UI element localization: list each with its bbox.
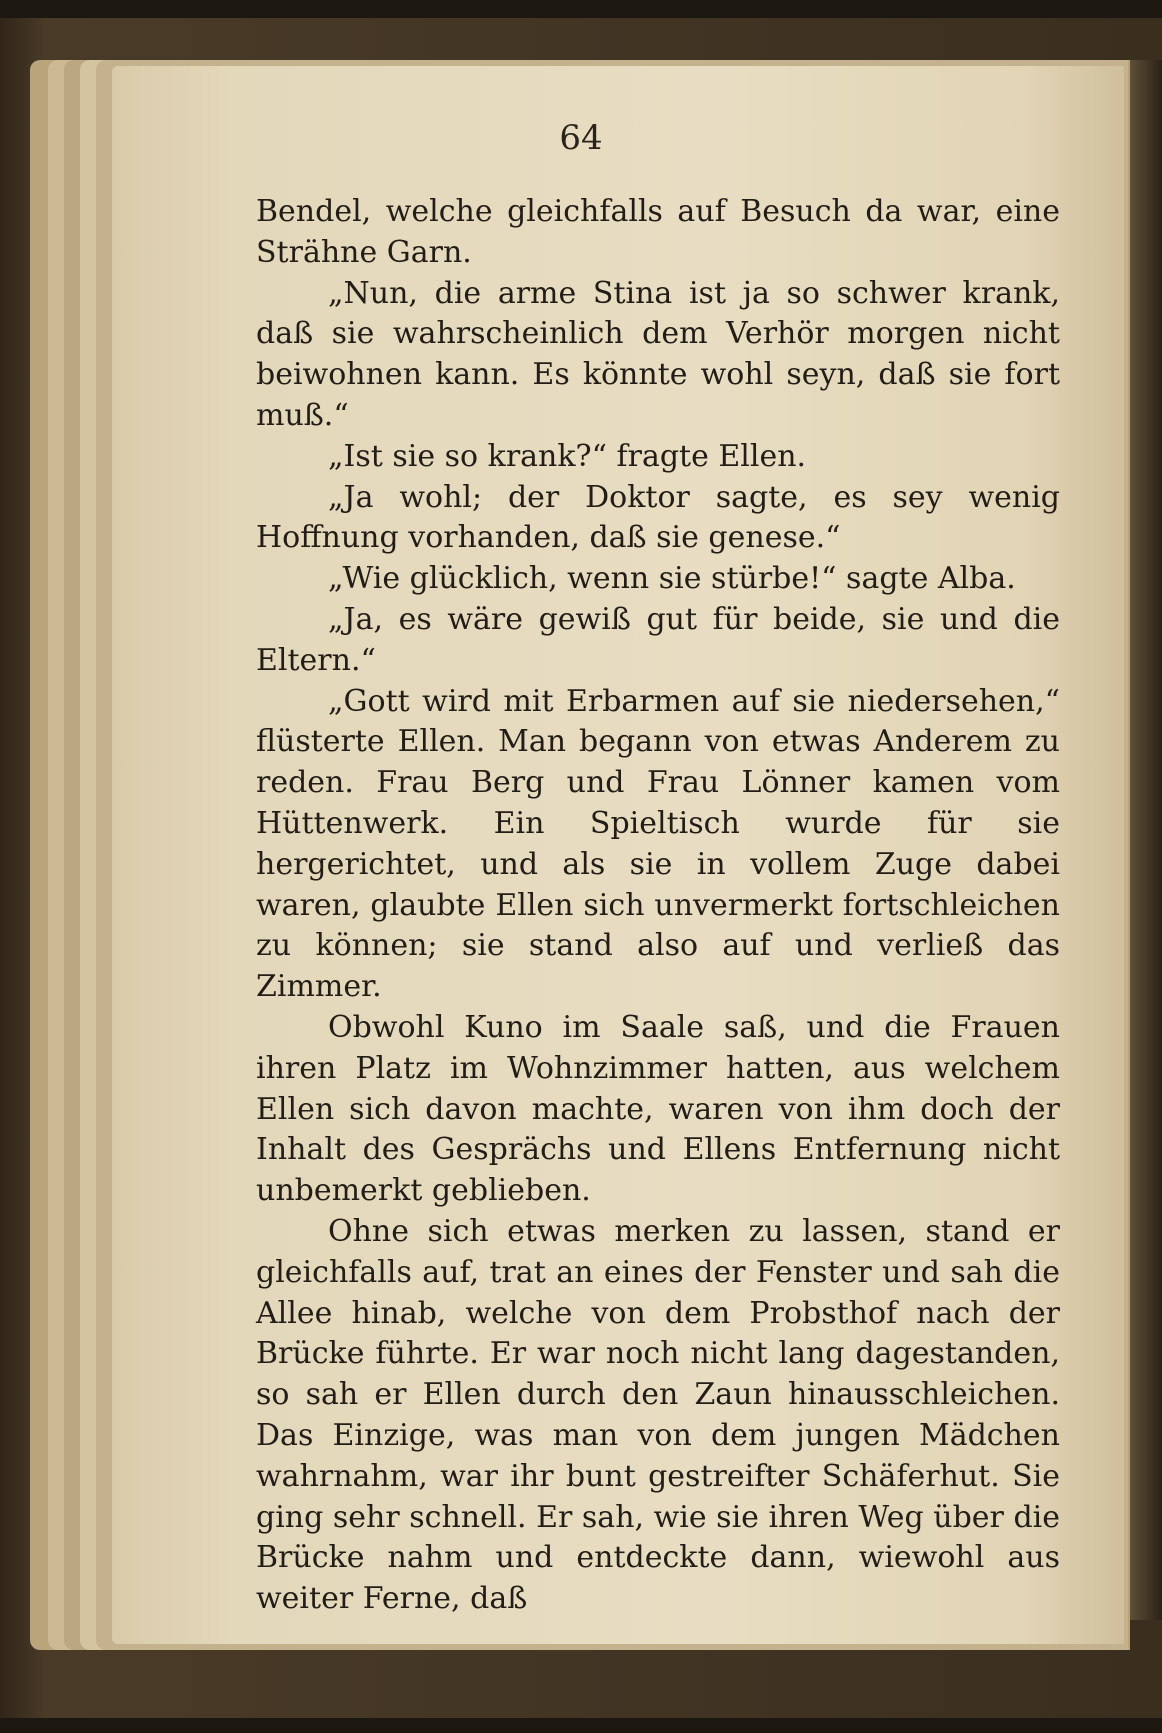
paragraph: „Nun, die arme Stina ist ja so schwer krank, daß sie wahrscheinlich dem Verhör morgen nicht beiwohnen kann. Es könnte wohl seyn, daß sie fort muß.“ [256, 275, 1060, 433]
paragraph: „Ja, es wäre gewiß gut für beide, sie und die Eltern.“ [256, 601, 1060, 678]
paragraph: Bendel, welche gleichfalls auf Besuch da war, eine Strähne Garn. [256, 194, 1060, 270]
paragraph: Obwohl Kuno im Saale saß, und die Frauen ihren Platz im Wohnzimmer hatten, aus welchem Ellen sich davon machte, waren von ihm doch der Inhalt des Gesprächs und Ellens Entfernung nicht unbemerkt geblieben. [256, 1009, 1060, 1209]
paragraph: Ohne sich etwas merken zu lassen, stand er gleichfalls auf, trat an eines der Fenster und sah die Allee hinab, welche von dem Probsthof nach der Brücke führte. Er war noch nicht lang dagestanden, so sah er Ellen durch den Zaun hinausschleichen. Das Einzige, was man von dem jungen Mädchen wahrnahm, war ihr bunt gestreifter Schäferhut. Sie ging sehr schnell. Er sah, wie sie ihren Weg über die Brücke nahm und entdeckte dann, wiewohl aus weiter Ferne, daß [256, 1213, 1060, 1617]
paragraph: „Ist sie so krank?“ fragte Ellen. [328, 438, 807, 474]
page-body [256, 192, 1060, 1620]
paragraph: „Wie glücklich, wenn sie stürbe!“ sagte Alba. [328, 561, 1016, 597]
paragraph: „Gott wird mit Erbarmen auf sie niedersehen,“ flüsterte Ellen. Man begann von etwas Anderem zu reden. Frau Berg und Frau Lönner kamen vom Hüttenwerk. Ein Spieltisch wurde für sie hergerichtet, und als sie in vollem Zuge dabei waren, glaubte Ellen sich unvermerkt fortschleichen zu können; sie stand also auf und verließ das Zimmer. [256, 683, 1060, 1005]
page-number: 64 [559, 118, 603, 158]
paragraph: „Ja wohl; der Doktor sagte, es sey wenig Hoffnung vorhanden, daß sie genese.“ [256, 479, 1060, 556]
